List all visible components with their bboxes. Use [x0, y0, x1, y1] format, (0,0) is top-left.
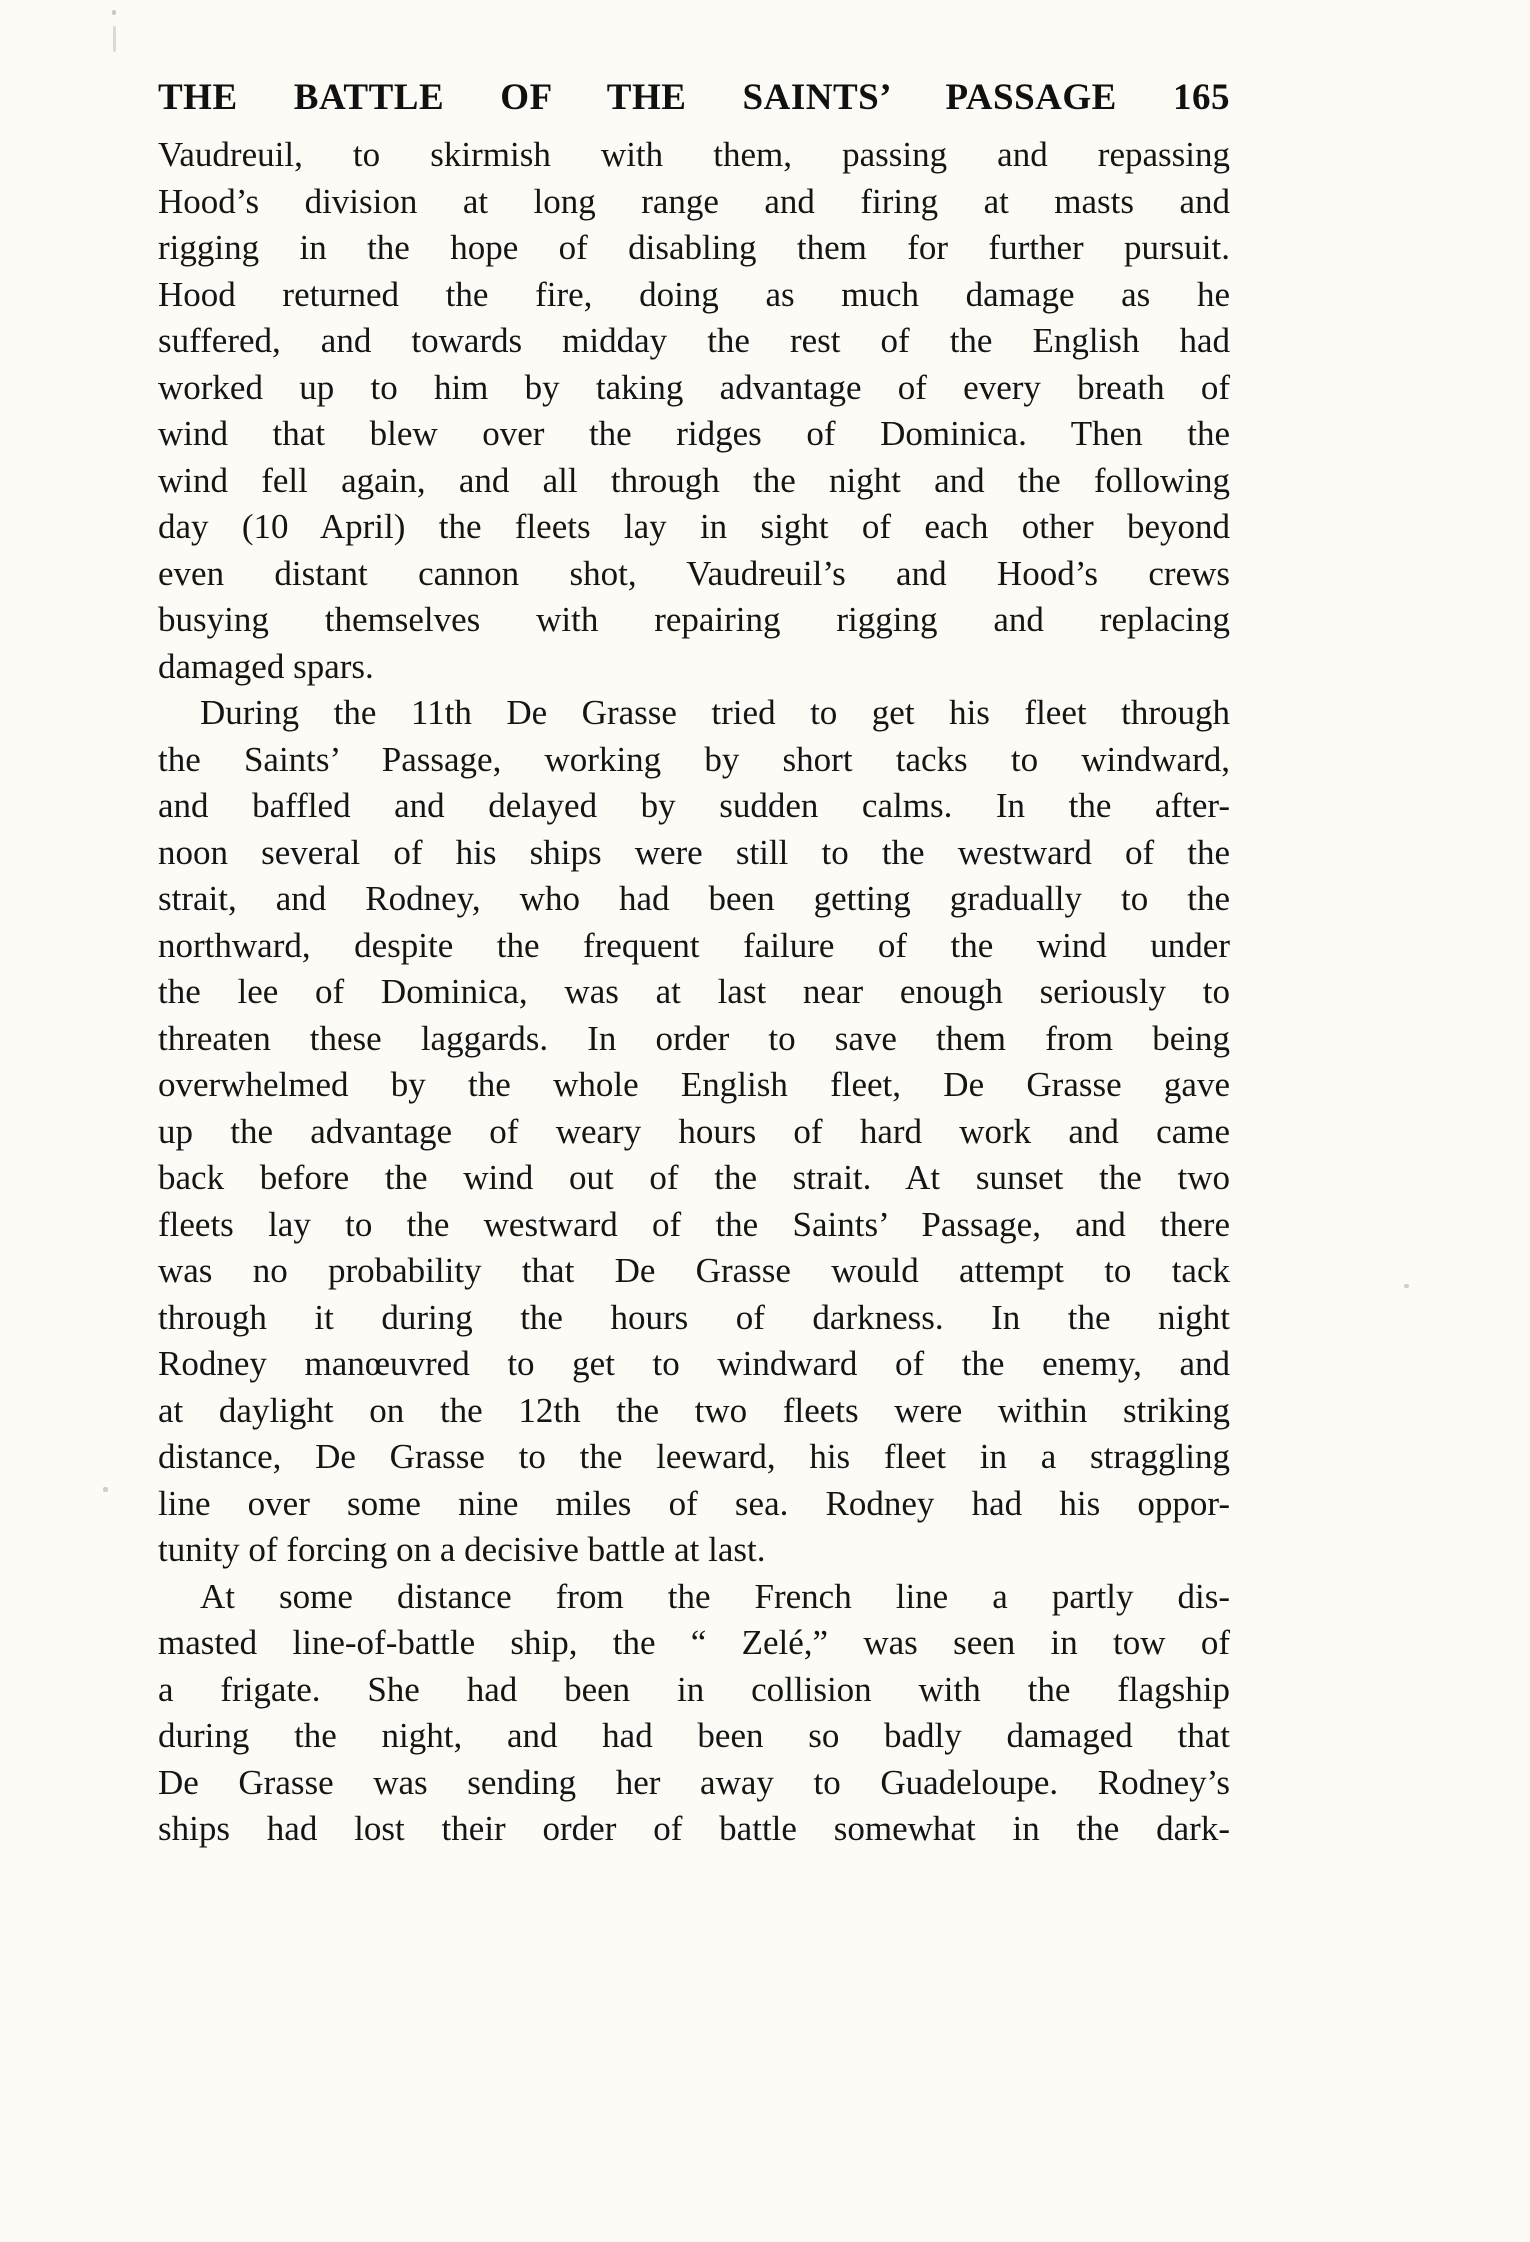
- text-line: threaten these laggards. In order to save them from being: [158, 1018, 1230, 1058]
- text-line: busying themselves with repairing rigging and replacing: [158, 600, 1230, 639]
- page-number: 165: [1173, 77, 1231, 118]
- text-line: Hood returned the fire, doing as much damage as he: [158, 274, 1230, 314]
- text-line: even distant cannon shot, Vaudreuil’s and Hood’s crews: [158, 553, 1230, 593]
- page-header: [158, 76, 1230, 119]
- text-line: noon several of his ships were still to the westward of the: [158, 832, 1230, 872]
- scan-mark: [103, 1487, 108, 1492]
- paragraph-3: [158, 1574, 1230, 1853]
- text-line: Hood’s division at long range and firing at masts and: [158, 181, 1230, 221]
- text-line: at daylight on the 12th the two fleets were within striking: [158, 1390, 1230, 1430]
- text-line: distance, De Grasse to the leeward, his fleet in a straggling: [158, 1437, 1230, 1476]
- text-line: De Grasse was sending her away to Guadeloupe. Rodney’s: [158, 1762, 1230, 1802]
- text-line: and baffled and delayed by sudden calms. In the after-: [158, 786, 1230, 825]
- text-line: through it during the hours of darkness. In the night: [158, 1297, 1230, 1337]
- text-line: rigging in the hope of disabling them for further pursuit.: [158, 228, 1230, 267]
- text-line: northward, despite the frequent failure of the wind under: [158, 925, 1230, 965]
- text-line: a frigate. She had been in collision with the flagship: [158, 1669, 1230, 1709]
- text-line: suffered, and towards midday the rest of the English had: [158, 321, 1230, 360]
- text-block: [158, 132, 1230, 1853]
- text-line: back before the wind out of the strait. At sunset the two: [158, 1158, 1230, 1197]
- running-title: THE BATTLE OF THE SAINTS’ PASSAGE: [158, 77, 1117, 118]
- text-line: masted line-of-battle ship, the “ Zelé,” was seen in tow of: [158, 1623, 1230, 1662]
- text-line: During the 11th De Grasse tried to get his fleet through: [200, 693, 1230, 732]
- text-line: ships had lost their order of battle somewhat in the dark-: [158, 1809, 1230, 1848]
- text-line: during the night, and had been so badly damaged that: [158, 1716, 1230, 1755]
- text-line: Vaudreuil, to skirmish with them, passing and repassing: [158, 135, 1230, 174]
- text-line: damaged spars.: [158, 646, 374, 686]
- text-line: tunity of forcing on a decisive battle at last.: [158, 1530, 766, 1569]
- paragraph-1: [158, 132, 1230, 690]
- text-line: worked up to him by taking advantage of every breath of: [158, 367, 1230, 407]
- text-line: At some distance from the French line a partly dis-: [200, 1576, 1230, 1616]
- scan-mark: [112, 10, 116, 15]
- text-line: day (10 April) the fleets lay in sight of each other beyond: [158, 507, 1230, 546]
- text-line: was no probability that De Grasse would attempt to tack: [158, 1251, 1230, 1290]
- text-line: line over some nine miles of sea. Rodney had his oppor-: [158, 1483, 1230, 1523]
- text-line: wind that blew over the ridges of Dominica. Then the: [158, 414, 1230, 453]
- scan-mark: [1404, 1284, 1409, 1288]
- scan-mark: [113, 26, 116, 52]
- text-line: up the advantage of weary hours of hard work and came: [158, 1111, 1230, 1151]
- text-line: the Saints’ Passage, working by short tacks to windward,: [158, 739, 1230, 779]
- text-line: strait, and Rodney, who had been getting gradually to the: [158, 879, 1230, 918]
- text-line: fleets lay to the westward of the Saints’ Passage, and there: [158, 1204, 1230, 1244]
- text-line: the lee of Dominica, was at last near enough seriously to: [158, 972, 1230, 1011]
- text-line: wind fell again, and all through the night and the following: [158, 460, 1230, 500]
- text-line: Rodney manœuvred to get to windward of the enemy, and: [158, 1344, 1230, 1383]
- paragraph-2: [158, 690, 1230, 1574]
- text-line: overwhelmed by the whole English fleet, De Grasse gave: [158, 1065, 1230, 1104]
